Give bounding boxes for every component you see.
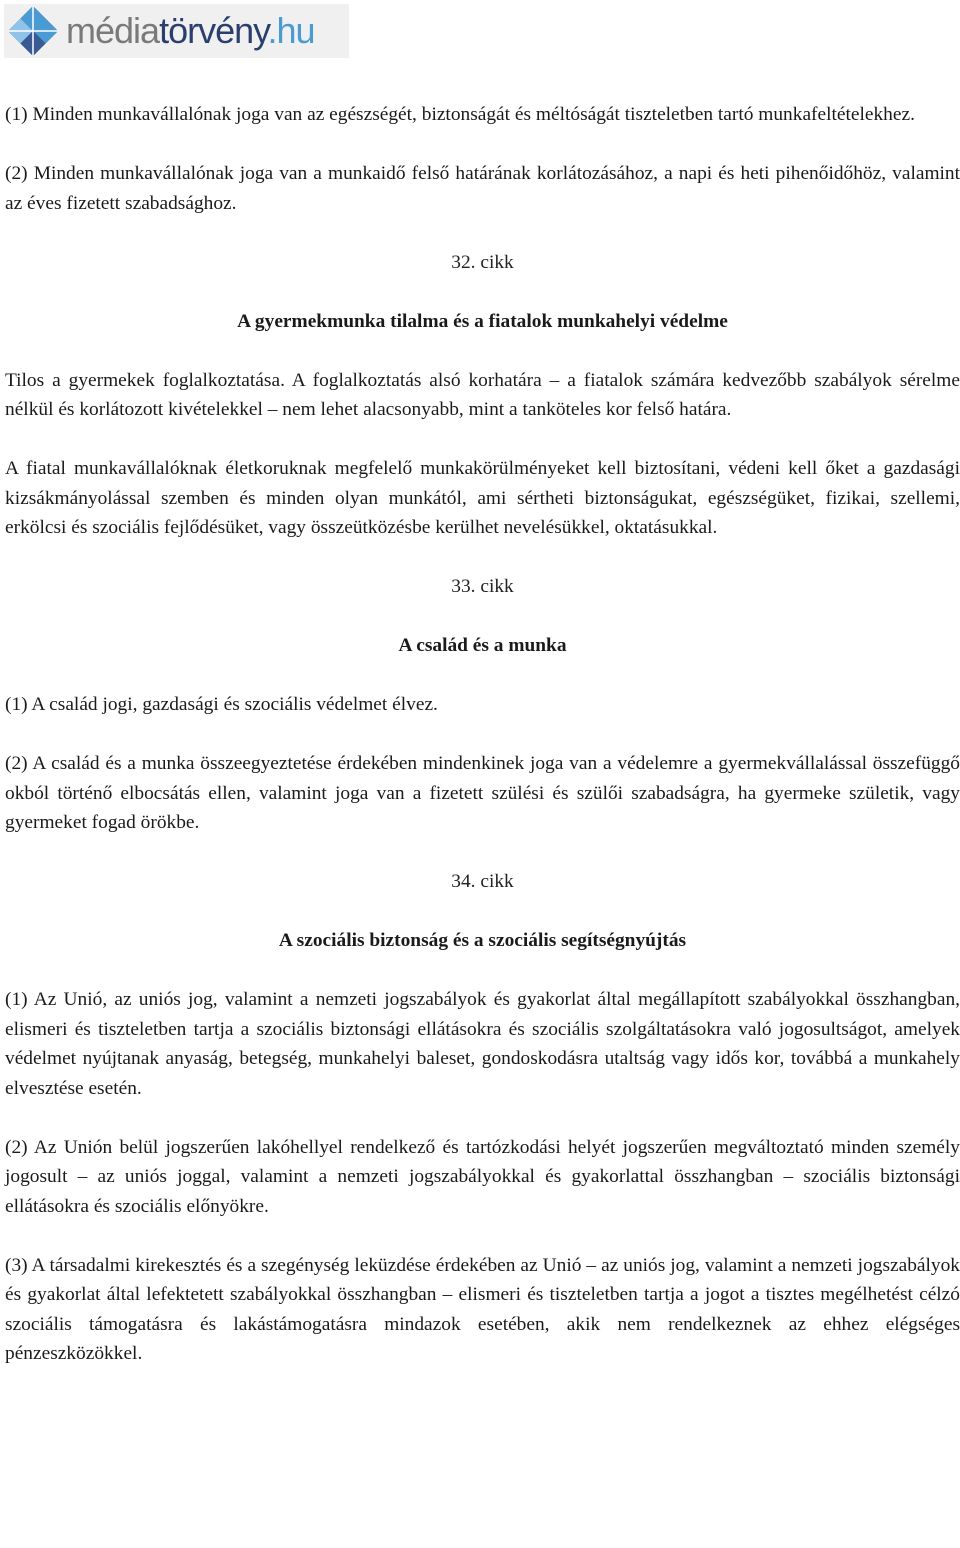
article-title-33: A család és a munka	[398, 635, 567, 656]
article-title-34: A szociális biztonság és a szociális segítségnyújtás	[278, 930, 687, 951]
logo-wordmark	[66, 10, 315, 51]
paragraph-34-2: (2) Az Unión belül jogszerűen lakóhellyel rendelkező és tartózkodási helyét jogszerűen megváltoztató minden személy jogosult – az uniós joggal, valamint a nemzeti jogszabályokkal és gyakorlattal összhangban – szociális biztonsági ellátásokra és szociális előnyökre.	[5, 1136, 960, 1217]
article-number-32: 32. cikk	[451, 251, 514, 273]
paragraph-32-1: Tilos a gyermekek foglalkoztatása. A foglalkoztatás alsó korhatára – a fiatalok számára kedvezőbb szabályok sérelme nélkül és korlátozott kivételekkel – nem lehet alacsonyabb, mint a tanköteles kor felső határa.	[5, 369, 960, 420]
article-number-34: 34. cikk	[451, 871, 514, 892]
page-header	[0, 0, 960, 62]
paragraph-33-1: (1) A család jogi, gazdasági és szociális védelmet élvez.	[5, 694, 438, 715]
paragraph-31-1: (1) Minden munkavállalónak joga van az egészségét, biztonságát és méltóságát tiszteletben tartó munkafeltételekhez.	[5, 104, 915, 125]
paragraph-31-2: (2) Minden munkavállalónak joga van a munkaidő felső határának korlátozásához, a napi és heti pihenőidőhöz, valamint az éves fizetett szabadsághoz.	[5, 163, 960, 214]
paragraph-34-1: (1) Az Unió, az uniós jog, valamint a nemzeti jogszabályok és gyakorlat által megállapított szabályokkal összhangban, elismeri és tiszteletben tartja a szociális biztonsági ellátásokra és szociális szolgáltatásokra való jogosultságot, amelyek védelmet nyújtanak anyaság, betegség, munkahelyi baleset, gondoskodásra utaltság vagy idős kor, továbbá a munkahely elvesztése esetén.	[5, 989, 960, 1099]
paragraph-32-2: A fiatal munkavállalóknak életkoruknak megfelelő munkakörülményeket kell biztosítani, védeni kell őket a gazdasági kizsákmányolással szemben és minden olyan munkától, ami sértheti biztonságukat, egészségüket, fizikai, szellemi, erkölcsi és szociális fejlődésüket, vagy összeütközésbe kerülhet nevelésükkel, oktatásukkal.	[5, 458, 960, 538]
logo-text-torveny: törvény	[159, 10, 268, 51]
article-number-33: 33. cikk	[451, 576, 514, 597]
paragraph-34-3: (3) A társadalmi kirekesztés és a szegénység leküzdése érdekében az Unió – az uniós jog, valamint a nemzeti jogszabályok és gyakorlat által lefektetett szabályokkal összhangban – elismeri és tiszteletben tartja a jogot a tisztes megélhetést célzó szociális támogatásra és lakástámogatásra mindazok esetében, akik nem rendelkeznek az ehhez elégséges pénzeszközökkel.	[5, 1254, 960, 1364]
logo-text-hu: .hu	[267, 10, 315, 51]
site-logo[interactable]	[4, 4, 349, 58]
article-title-32: A gyermekmunka tilalma és a fiatalok munkahelyi védelme	[237, 310, 728, 332]
document-body	[5, 100, 960, 1369]
paragraph-33-2: (2) A család és a munka összeegyeztetése érdekében mindenkinek joga van a védelemre a gyermekvállalással összefüggő okból történő elbocsátás ellen, valamint joga van a fizetett szülési és szülői szabadságra, ha gyermeke születik, vagy gyermeket fogad örökbe.	[5, 753, 960, 833]
logo-text-media: média	[66, 10, 160, 51]
diamond-logo-icon	[6, 4, 60, 58]
